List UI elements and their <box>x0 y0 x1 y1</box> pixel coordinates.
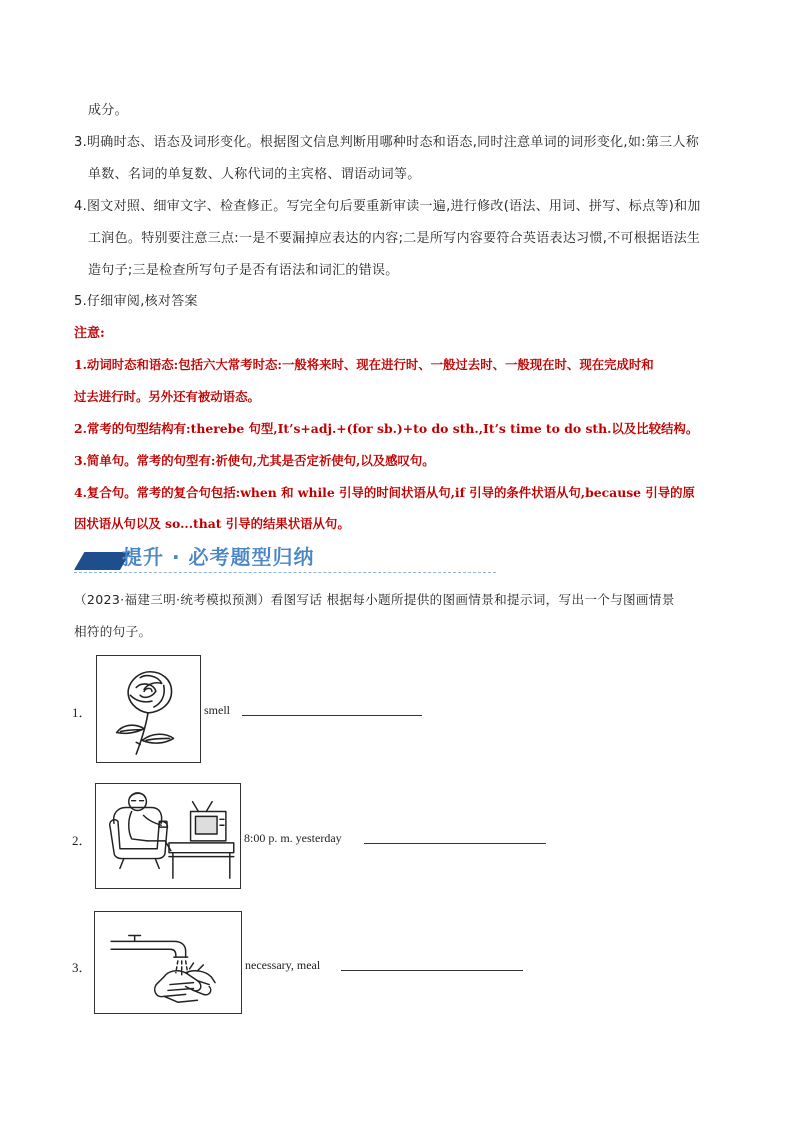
note-1-line1: 1.动词时态和语态:包括六大常考时态:一般将来时、现在进行时、一般过去时、一般现在时、现在完成时和 <box>74 357 654 372</box>
note-2: 2.常考的句型结构有:therebe 句型,It’s+adj.+(for sb.)+to do sth.,It’s time to do sth.以及比较结构。 <box>74 421 699 436</box>
tv-viewer-icon <box>96 784 240 888</box>
rose-icon <box>97 656 200 762</box>
step3-line1: 3.明确时态、语态及词形变化。根据图文信息判断用哪种时态和语态,同时注意单词的词形变化,如:第三人称 <box>74 135 700 150</box>
washing-hands-drawing <box>94 911 242 1014</box>
step2-tail: 成分。 <box>88 103 128 118</box>
question-3-cue: necessary, meal <box>245 958 321 972</box>
question-3-number: 3． <box>72 960 92 975</box>
notes-heading: 注意: <box>74 326 105 341</box>
step4-line2: 工润色。特别要注意三点:一是不要漏掉应表达的内容;二是所写内容要符合英语表达习惯,不可根据语法生 <box>88 231 701 246</box>
note-4-line2: 因状语从句以及 so...that 引导的结果状语从句。 <box>74 516 350 531</box>
section-title: 提升 · 必考题型归纳 <box>122 545 315 569</box>
question-2-number: 2． <box>72 833 92 848</box>
washing-hands-icon <box>95 912 241 1013</box>
banner-underline <box>74 572 496 573</box>
step3-line2: 单数、名词的单复数、人称代词的主宾格、谓语动词等。 <box>88 167 421 182</box>
note-4-line1: 4.复合句。常考的复合句包括:when 和 while 引导的时间状语从句,if 引导的条件状语从句,because 引导的原 <box>74 485 695 500</box>
question-3-answer-blank[interactable] <box>341 970 523 971</box>
note-3: 3.简单句。常考的句型有:祈使句,尤其是否定祈使句,以及感叹句。 <box>74 453 435 468</box>
step4-line1: 4.图文对照、细审文字、检查修正。写完全句后要重新审读一遍,进行修改(语法、用词、拼写、标点等)和加 <box>74 199 701 214</box>
man-watching-tv-drawing <box>95 783 241 889</box>
note-1-line2: 过去进行时。另外还有被动语态。 <box>74 389 260 404</box>
question-2-cue: 8:00 p. m. yesterday <box>244 831 342 845</box>
instruction-line2: 相符的句子。 <box>74 624 152 639</box>
question-1-number: 1． <box>72 705 92 720</box>
rose-drawing <box>96 655 201 763</box>
step4-line3: 造句子;三是检查所写句子是否有语法和词汇的错误。 <box>88 263 399 278</box>
question-1-cue: smell <box>204 703 230 717</box>
step5: 5.仔细审阅,核对答案 <box>74 294 198 309</box>
instruction-line1: （2023·福建三明·统考模拟预测）看图写话 根据每小题所提供的图画情景和提示词，写出一个与图画情景 <box>74 592 675 607</box>
section-banner <box>74 544 496 576</box>
question-1-answer-blank[interactable] <box>242 715 422 716</box>
question-2-answer-blank[interactable] <box>364 843 546 844</box>
